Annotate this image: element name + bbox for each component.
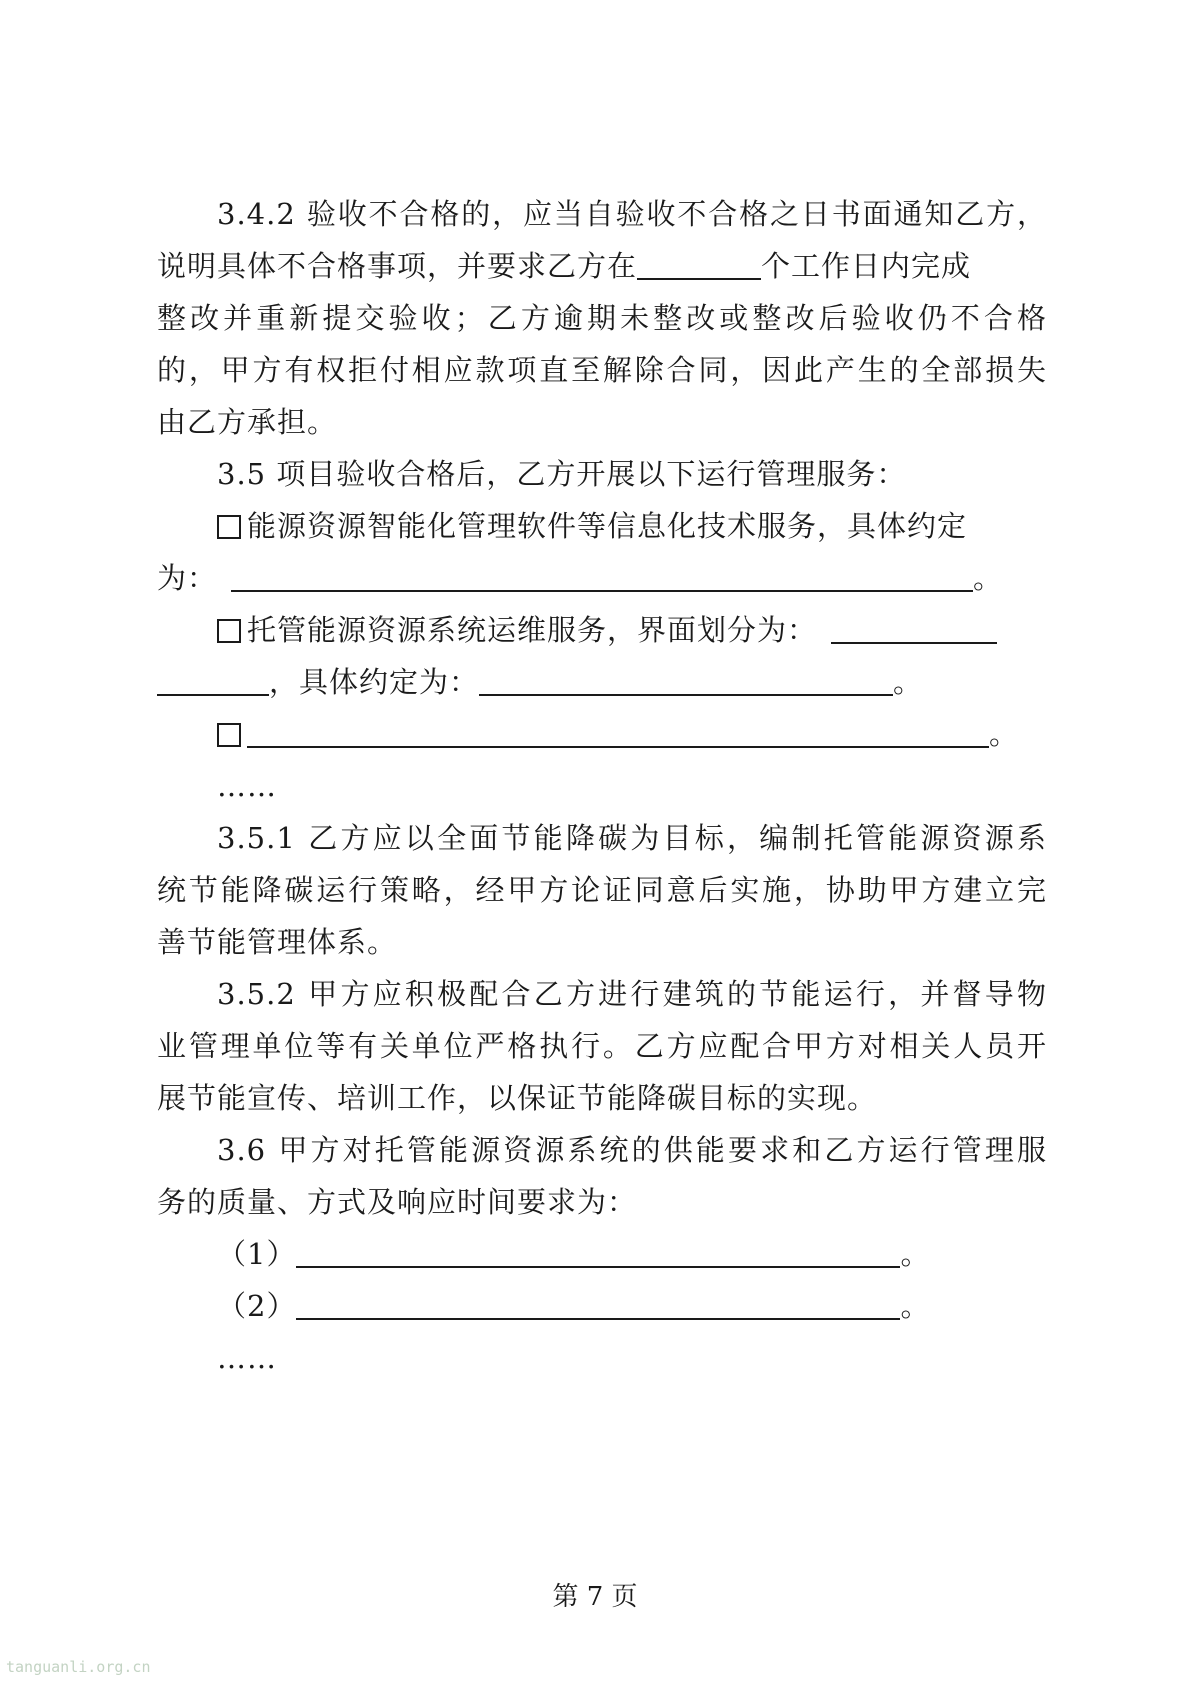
clause-3-6-line-2: 务的质量、方式及响应时间要求为： bbox=[157, 1185, 638, 1219]
option-2-end: 。 bbox=[893, 665, 924, 699]
option-2-label: ，具体约定为： bbox=[269, 665, 480, 699]
option-3-line bbox=[217, 714, 1047, 754]
requirement-item-1-blank[interactable] bbox=[296, 1236, 900, 1268]
requirement-item-2-label: （2） bbox=[217, 1289, 297, 1323]
option-1-checkbox[interactable] bbox=[217, 515, 241, 539]
option-3-blank[interactable] bbox=[247, 716, 989, 748]
clause-3-4-2-line-2 bbox=[157, 246, 1047, 286]
clause-3-5-2-line-3: 展节能宣传、培训工作，以保证节能降碳目标的实现。 bbox=[157, 1081, 878, 1115]
page-number: 第 7 页 bbox=[552, 1582, 638, 1612]
ellipsis-2: …… bbox=[217, 1341, 277, 1375]
workdays-blank[interactable] bbox=[637, 248, 761, 280]
option-2-interface-blank-cont[interactable] bbox=[157, 664, 269, 696]
option-2-text: 托管能源资源系统运维服务，界面划分为： bbox=[247, 613, 818, 647]
requirement-item-1 bbox=[217, 1234, 1047, 1274]
clause-3-5-1-line-2: 统节能降碳运行策略，经甲方论证同意后实施，协助甲方建立完 bbox=[157, 873, 1047, 907]
option-2-detail-blank[interactable] bbox=[479, 664, 893, 696]
clause-3-4-2-text-a: 说明具体不合格事项，并要求乙方在 bbox=[157, 249, 638, 283]
requirement-item-2-end: 。 bbox=[900, 1289, 931, 1323]
option-1-label: 为： bbox=[157, 561, 218, 595]
clause-3-5-2-line-2: 业管理单位等有关单位严格执行。乙方应配合甲方对相关人员开 bbox=[157, 1029, 1047, 1063]
clause-3-4-2-line-3: 整改并重新提交验收；乙方逾期未整改或整改后验收仍不合格 bbox=[157, 301, 1047, 335]
watermark: tanguanli.org.cn bbox=[6, 1658, 151, 1676]
option-2-line-2 bbox=[157, 662, 1047, 702]
option-2-checkbox[interactable] bbox=[217, 619, 241, 643]
clause-3-5: 3.5 项目验收合格后，乙方开展以下运行管理服务： bbox=[217, 457, 907, 491]
clause-3-4-2-line-5: 由乙方承担。 bbox=[157, 405, 338, 439]
clause-3-4-2-line-4: 的，甲方有权拒付相应款项直至解除合同，因此产生的全部损失 bbox=[157, 353, 1047, 387]
clause-3-6-line-1: 3.6 甲方对托管能源资源系统的供能要求和乙方运行管理服 bbox=[217, 1133, 1047, 1167]
requirement-item-2 bbox=[217, 1286, 1047, 1326]
option-1-line-1 bbox=[217, 506, 1047, 546]
requirement-item-2-blank[interactable] bbox=[296, 1288, 900, 1320]
clause-3-5-2-line-1: 3.5.2 甲方应积极配合乙方进行建筑的节能运行，并督导物 bbox=[217, 977, 1047, 1011]
option-1-line-2 bbox=[157, 558, 1047, 598]
option-1-end: 。 bbox=[973, 561, 1004, 595]
clause-3-5-1-line-3: 善节能管理体系。 bbox=[157, 925, 398, 959]
clause-3-4-2-text-b: 个工作日内完成 bbox=[761, 249, 972, 283]
clause-3-4-2-line-1: 3.4.2 验收不合格的，应当自验收不合格之日书面通知乙方， bbox=[217, 197, 1047, 231]
clause-3-5-1-line-1: 3.5.1 乙方应以全面节能降碳为目标，编制托管能源资源系 bbox=[217, 821, 1047, 855]
option-2-interface-blank[interactable] bbox=[831, 612, 997, 644]
requirement-item-1-label: （1） bbox=[217, 1237, 297, 1271]
option-2-line-1 bbox=[217, 610, 1047, 650]
option-1-text: 能源资源智能化管理软件等信息化技术服务，具体约定 bbox=[247, 509, 968, 543]
ellipsis-1: …… bbox=[217, 769, 277, 803]
option-3-checkbox[interactable] bbox=[217, 723, 241, 747]
requirement-item-1-end: 。 bbox=[900, 1237, 931, 1271]
option-1-blank[interactable] bbox=[231, 560, 973, 592]
option-3-end: 。 bbox=[989, 717, 1020, 751]
